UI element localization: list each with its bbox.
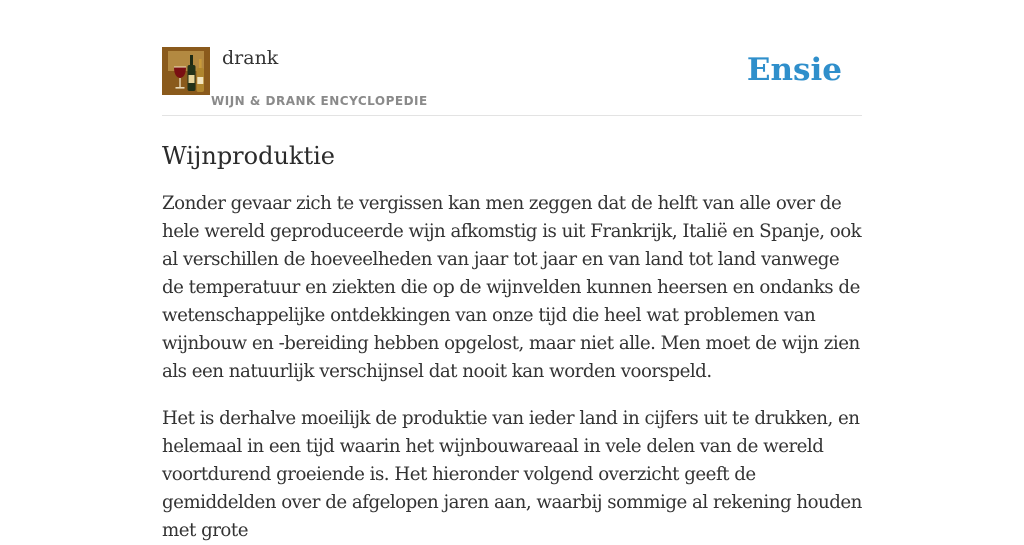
author-avatar[interactable]	[162, 47, 210, 95]
author-name[interactable]: drank	[222, 47, 279, 69]
category-subtitle: WIJN & DRANK ENCYCLOPEDIE	[211, 94, 428, 108]
article-paragraph: Zonder gevaar zich te vergissen kan men zeggen dat de helft van alle over de hele wereld geproduceerde wijn afkomstig is uit Frankrijk, Italië en Spanje, ook al verschillen de hoeveelheden van jaar tot jaar en van land tot land vanwege de temperatuur en ziekten die op de wijnvelden kunnen heersen en ondanks de wetenschappelijke ontdekkingen van onze tijd die heel wat problemen van wijnbouw en -bereiding hebben opgelost, maar niet alle. Men moet de wijn zien als een natuurlijk verschijnsel dat nooit kan worden voorspeld.	[162, 193, 862, 382]
wine-bottles-icon	[162, 47, 210, 95]
header	[162, 0, 862, 116]
article-paragraph: Het is derhalve moeilijk de produktie van ieder land in cijfers uit te drukken, en helemaal in een tijd waarin het wijnbouwareaal in vele delen van de wereld voortdurend groeiende is. Het hieronder volgend overzicht geeft de gemiddelden over de afgelopen jaren aan, waarbij sommige al rekening houden met grote	[162, 408, 862, 541]
article-title: Wijnproduktie	[162, 142, 335, 170]
article-body	[162, 190, 862, 545]
site-logo[interactable]: Ensie	[746, 52, 842, 88]
page	[162, 0, 862, 541]
